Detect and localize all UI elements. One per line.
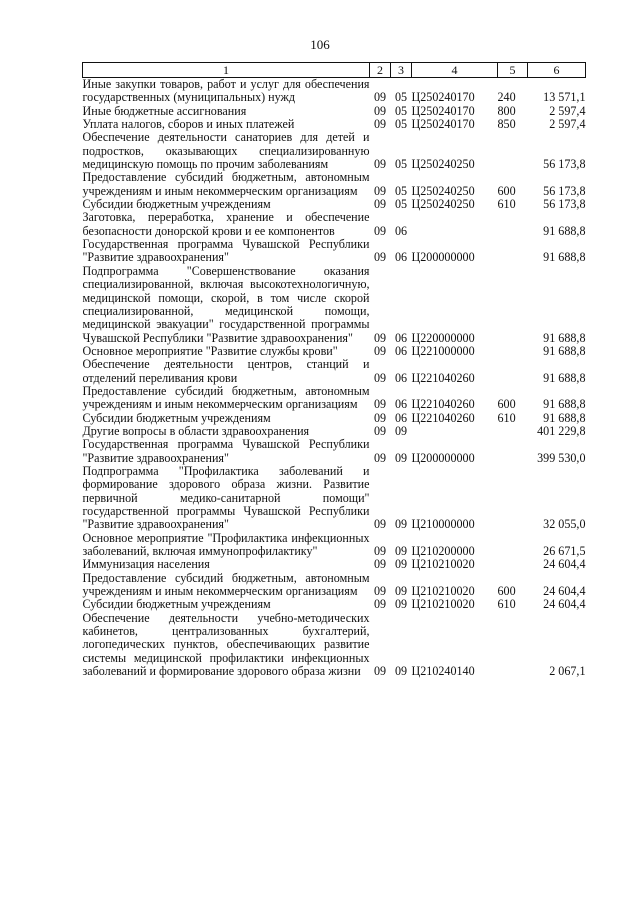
table-row <box>83 78 586 105</box>
expense-type-code: 240 <box>497 90 516 105</box>
item-name: Обеспечение деятельности центров, станций и отделений переливания крови <box>82 357 370 385</box>
target-article-code: Ц210240140 <box>411 664 475 679</box>
amount: 91 688,8 <box>543 343 586 358</box>
header-cell-1: 1 <box>83 63 370 78</box>
expense-type-code <box>498 438 528 465</box>
expense-type-code <box>498 345 528 358</box>
section-code: 09 <box>373 584 387 599</box>
header-cell-5: 5 <box>498 63 528 78</box>
table-row <box>83 425 586 438</box>
expense-type-code <box>498 358 528 385</box>
item-name: Иные закупки товаров, работ и услуг для обеспечения государственных (муниципальных) нужд <box>82 77 370 105</box>
target-article-code: Ц250240250 <box>411 183 475 198</box>
header-row <box>83 63 586 78</box>
subsection-code: 06 <box>394 250 408 265</box>
header-cell-2: 2 <box>370 63 391 78</box>
amount: 13 571,1 <box>543 90 586 105</box>
table-row <box>83 465 586 532</box>
target-article-code: Ц221040260 <box>411 410 475 425</box>
section-code: 09 <box>373 597 387 612</box>
item-name: Подпрограмма "Совершенствование оказания специализированной, включая высокотехнологичную, медицинской помощи, скорой, в том числе скорой специализированной, медицинской помощи, медицинской эвакуации" государственной программы Чувашской Республики "Развитие здравоохранения" <box>82 263 370 345</box>
section-code: 09 <box>373 410 387 425</box>
target-article-code: Ц200000000 <box>411 450 475 465</box>
amount: 91 688,8 <box>543 397 586 412</box>
table-row <box>83 198 586 211</box>
table-row <box>83 558 586 571</box>
item-name: Государственная программа Чувашской Республики "Развитие здравоохранения" <box>82 237 370 265</box>
subsection-code: 09 <box>394 557 408 572</box>
expense-type-code: 850 <box>497 117 516 132</box>
target-article-code: Ц210000000 <box>411 517 475 532</box>
item-name: Заготовка, переработка, хранение и обеспечение безопасности донорской крови и ее компонентов <box>82 210 370 238</box>
target-article-code <box>412 425 498 438</box>
amount: 2 597,4 <box>549 103 586 118</box>
page-number: 106 <box>310 37 330 52</box>
item-name: Предоставление субсидий бюджетным, автономным учреждениям и иным некоммерческим организациям <box>82 383 370 412</box>
subsection-code: 06 <box>394 370 408 385</box>
expense-type-code <box>498 612 528 679</box>
expense-type-code: 610 <box>497 410 516 425</box>
table-row <box>83 238 586 265</box>
subsection-code: 05 <box>394 183 408 198</box>
subsection-code: 05 <box>394 103 408 118</box>
header-cell-4: 4 <box>412 63 498 78</box>
section-code: 09 <box>373 223 387 238</box>
table-row <box>83 118 586 131</box>
item-name: Основное мероприятие "Развитие службы крови" <box>82 343 338 358</box>
table-row <box>83 385 586 412</box>
amount: 399 530,0 <box>537 450 586 465</box>
expense-type-code <box>498 211 528 238</box>
target-article-code: Ц250240170 <box>411 90 475 105</box>
budget-table <box>82 62 586 678</box>
header-cell-3: 3 <box>391 63 412 78</box>
table-row <box>83 612 586 679</box>
target-article-code: Ц210210020 <box>411 597 475 612</box>
subsection-code: 06 <box>394 223 408 238</box>
subsection-code: 09 <box>394 584 408 599</box>
target-article-code: Ц210210020 <box>411 557 475 572</box>
expense-type-code <box>498 425 528 438</box>
subsection-code: 09 <box>394 597 408 612</box>
subsection-code: 09 <box>394 423 408 438</box>
subsection-code: 06 <box>394 330 408 345</box>
subsection-code: 05 <box>394 90 408 105</box>
item-name: Иные бюджетные ассигнования <box>82 103 247 118</box>
target-article-code <box>412 211 498 238</box>
subsection-code: 05 <box>394 197 408 212</box>
table-row <box>83 345 586 358</box>
subsection-code: 09 <box>394 517 408 532</box>
item-name: Обеспечение деятельности учебно-методических кабинетов, централизованных бухгалтерий, логопедических пунктов, обеспечивающих развитие системы медицинской профилактики инфекционных заболеваний и формирование здорового образа жизни <box>82 610 370 679</box>
section-code: 09 <box>373 423 387 438</box>
table-row <box>83 265 586 345</box>
subsection-code: 06 <box>394 343 408 358</box>
expense-type-code: 800 <box>497 103 516 118</box>
amount: 91 688,8 <box>543 330 586 345</box>
amount: 56 173,8 <box>543 157 586 172</box>
target-article-code: Ц250240170 <box>411 103 475 118</box>
expense-type-code: 600 <box>497 584 516 599</box>
expense-type-code <box>498 465 528 532</box>
subsection-code: 05 <box>394 157 408 172</box>
amount: 91 688,8 <box>543 250 586 265</box>
section-code: 09 <box>373 183 387 198</box>
section-code: 09 <box>373 90 387 105</box>
item-name: Обеспечение деятельности санаториев для детей и подростков, оказывающих специализированную медицинскую помощь по прочим заболеваниям <box>82 130 370 172</box>
amount: 24 604,4 <box>543 557 586 572</box>
amount: 24 604,4 <box>543 597 586 612</box>
table-body <box>83 78 586 679</box>
section-code: 09 <box>373 343 387 358</box>
section-code: 09 <box>373 517 387 532</box>
expense-type-code: 610 <box>497 597 516 612</box>
section-code: 09 <box>373 557 387 572</box>
amount: 2 597,4 <box>549 117 586 132</box>
amount: 401 229,8 <box>537 423 586 438</box>
subsection-code: 06 <box>394 410 408 425</box>
expense-type-code <box>498 131 528 171</box>
target-article-code: Ц210200000 <box>411 544 475 559</box>
subsection-code: 09 <box>394 450 408 465</box>
section-code: 09 <box>373 544 387 559</box>
amount: 91 688,8 <box>543 410 586 425</box>
target-article-code: Ц250240250 <box>411 157 475 172</box>
expense-type-code <box>498 238 528 265</box>
target-article-code: Ц210210020 <box>411 584 475 599</box>
expense-type-code <box>498 558 528 571</box>
subsection-code: 09 <box>394 544 408 559</box>
table-row <box>83 105 586 118</box>
target-article-code: Ц250240170 <box>411 117 475 132</box>
subsection-code: 05 <box>394 117 408 132</box>
table-row <box>83 572 586 599</box>
target-article-code: Ц221000000 <box>411 343 475 358</box>
amount: 56 173,8 <box>543 183 586 198</box>
table-row <box>83 211 586 238</box>
amount: 91 688,8 <box>543 223 586 238</box>
amount: 24 604,4 <box>543 584 586 599</box>
expense-type-code <box>498 265 528 345</box>
expense-type-code: 600 <box>497 397 516 412</box>
section-code: 09 <box>373 117 387 132</box>
item-name: Уплата налогов, сборов и иных платежей <box>82 117 295 132</box>
amount: 56 173,8 <box>543 197 586 212</box>
section-code: 09 <box>373 250 387 265</box>
amount: 32 055,0 <box>543 517 586 532</box>
table-header <box>83 63 586 78</box>
item-name: Иммунизация населения <box>82 557 210 572</box>
table-row <box>83 358 586 385</box>
item-name: Подпрограмма "Профилактика заболеваний и формирование здорового образа жизни. Развитие первичной медико-санитарной помощи" государственной программы Чувашской Республики "Развитие здравоохранения" <box>82 463 370 532</box>
expense-type-code: 610 <box>497 197 516 212</box>
expense-type-code <box>498 532 528 559</box>
section-code: 09 <box>373 664 387 679</box>
header-cell-6: 6 <box>528 63 586 78</box>
section-code: 09 <box>373 450 387 465</box>
item-name: Предоставление субсидий бюджетным, автономным учреждениям и иным некоммерческим организациям <box>82 170 370 198</box>
target-article-code: Ц200000000 <box>411 250 475 265</box>
subsection-code: 09 <box>394 664 408 679</box>
section-code: 09 <box>373 103 387 118</box>
section-code: 09 <box>373 397 387 412</box>
table-row <box>83 412 586 425</box>
table-row <box>83 131 586 171</box>
item-name: Государственная программа Чувашской Республики "Развитие здравоохранения" <box>82 437 370 465</box>
item-name: Предоставление субсидий бюджетным, автономным учреждениям и иным некоммерческим организациям <box>82 570 370 599</box>
section-code: 09 <box>373 197 387 212</box>
section-code: 09 <box>373 330 387 345</box>
target-article-code: Ц221040260 <box>411 370 475 385</box>
item-name: Другие вопросы в области здравоохранения <box>82 423 310 438</box>
target-article-code: Ц221040260 <box>411 397 475 412</box>
target-article-code: Ц220000000 <box>411 330 475 345</box>
target-article-code: Ц250240250 <box>411 197 475 212</box>
table-row <box>83 171 586 198</box>
section-code: 09 <box>373 370 387 385</box>
amount: 26 671,5 <box>543 544 586 559</box>
item-name: Субсидии бюджетным учреждениям <box>82 410 271 425</box>
table-row <box>83 438 586 465</box>
item-name: Субсидии бюджетным учреждениям <box>82 597 271 612</box>
subsection-code: 06 <box>394 397 408 412</box>
table-row <box>83 598 586 611</box>
expense-type-code: 600 <box>497 183 516 198</box>
amount: 91 688,8 <box>543 370 586 385</box>
item-name: Основное мероприятие "Профилактика инфекционных заболеваний, включая иммунопрофилактику" <box>82 530 370 559</box>
amount: 2 067,1 <box>549 664 586 679</box>
item-name: Субсидии бюджетным учреждениям <box>82 197 271 212</box>
table-row <box>83 532 586 559</box>
section-code: 09 <box>373 157 387 172</box>
